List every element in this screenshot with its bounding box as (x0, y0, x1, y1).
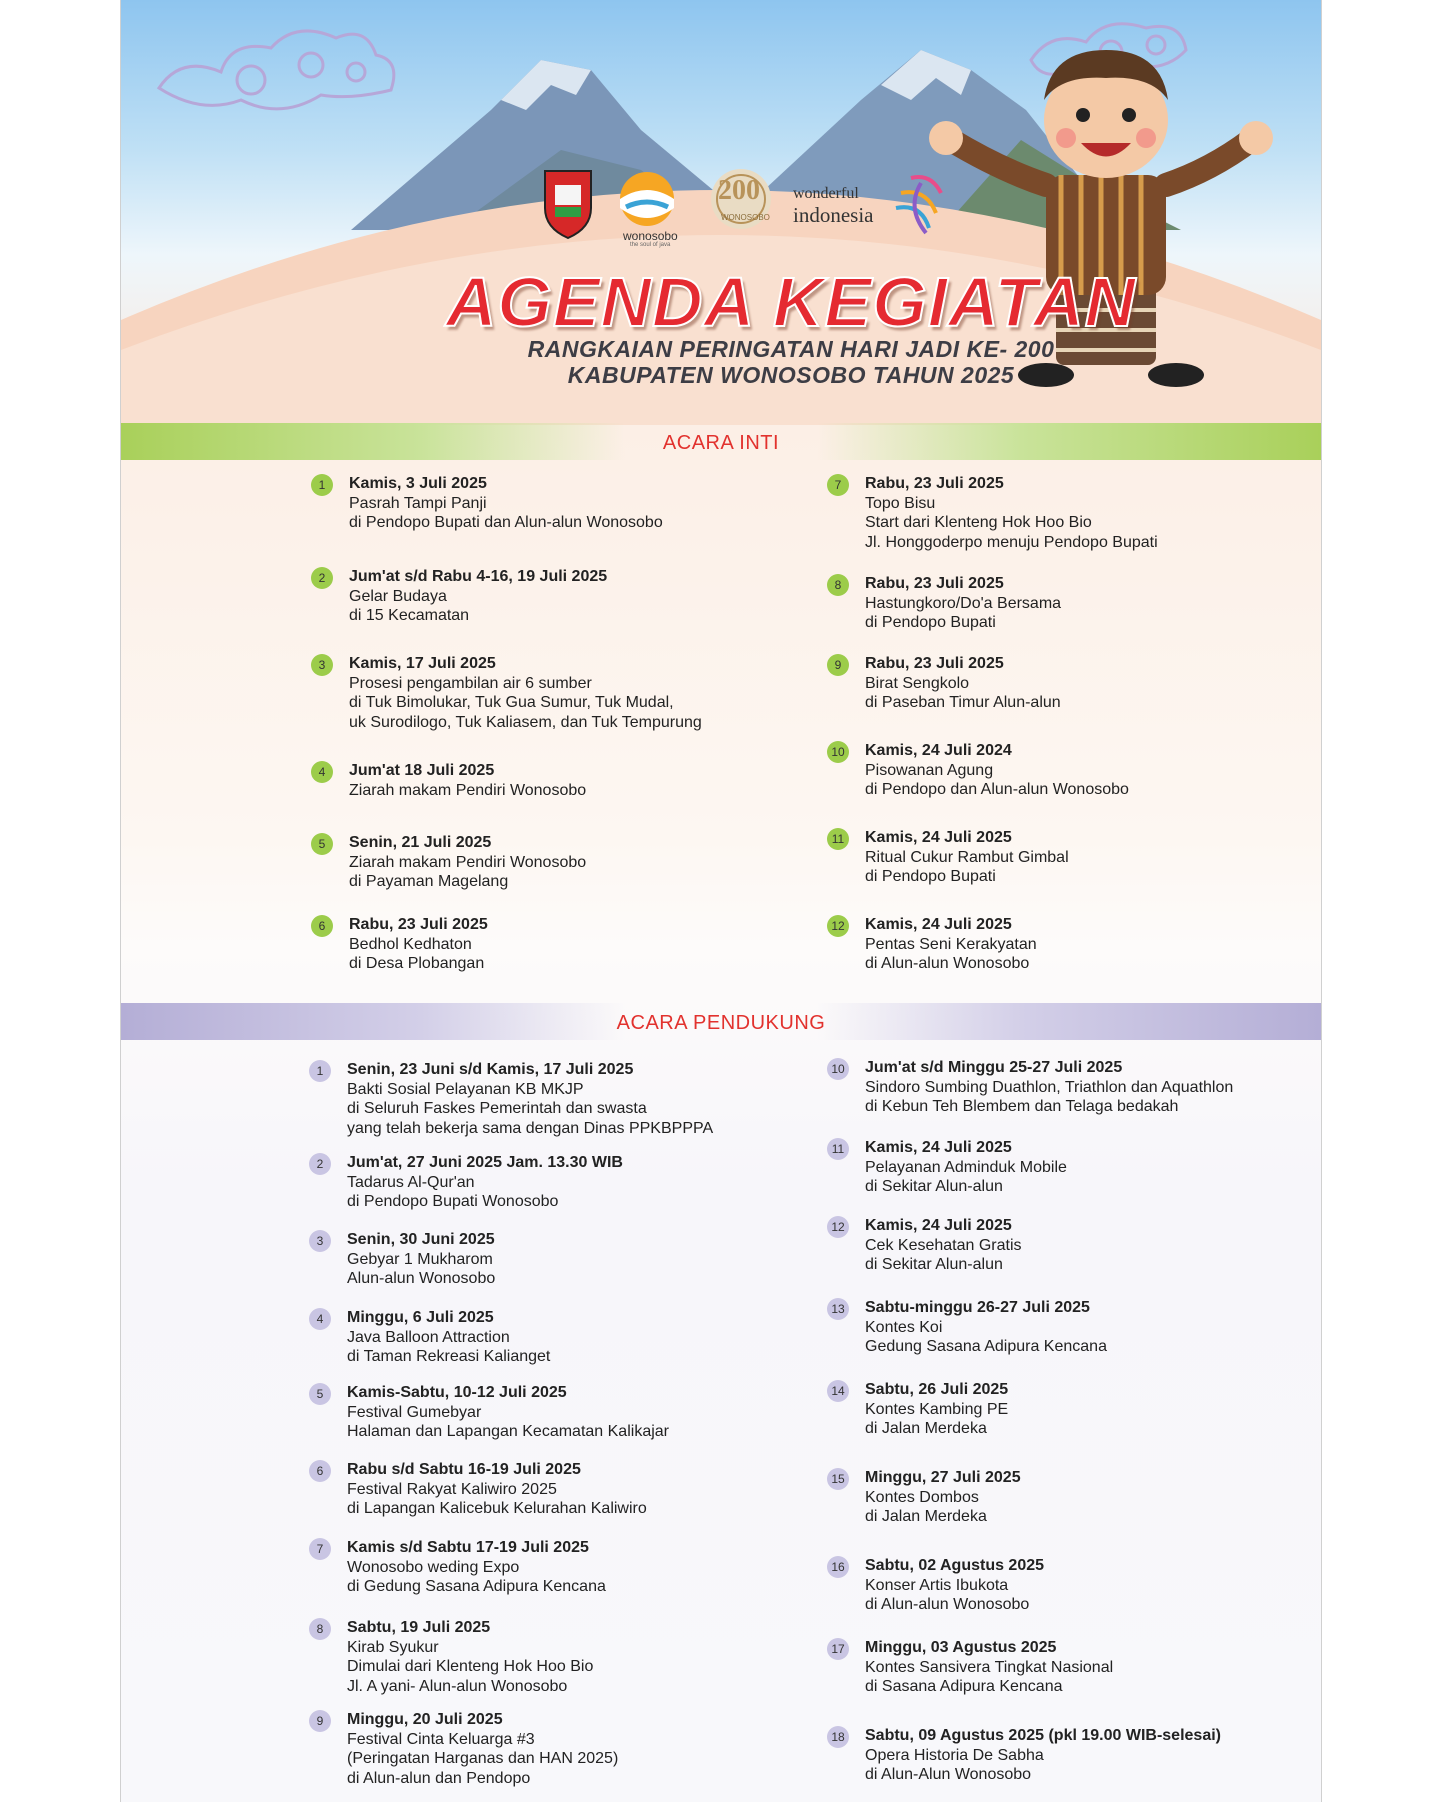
item-date: Sabtu, 19 Juli 2025 (347, 1619, 491, 1636)
item-description-line: Cek Kesehatan Gratis (865, 1236, 1022, 1254)
item-number-badge: 6 (311, 915, 333, 937)
item-description-line: Wonosobo weding Expo (347, 1558, 520, 1576)
item-description-line: di 15 Kecamatan (349, 607, 470, 624)
item-date: Jum'at, 27 Juni 2025 Jam. 13.30 WIB (347, 1154, 623, 1171)
item-date: Minggu, 6 Juli 2025 (347, 1309, 494, 1326)
wonderful-indonesia-swirl-icon (896, 177, 941, 233)
item-text (865, 1058, 1285, 1117)
item-description-line: di Tuk Bimolukar, Tuk Gua Sumur, Tuk Mudal, (349, 694, 674, 711)
item-date: Jum'at s/d Minggu 25-27 Juli 2025 (865, 1059, 1123, 1076)
kabupaten-shield-logo (545, 171, 591, 238)
item-date: Kamis, 17 Juli 2025 (349, 655, 496, 672)
item-description-line: di Gedung Sasana Adipura Kencana (347, 1578, 606, 1595)
item-text (865, 915, 1285, 974)
item-text (865, 1298, 1285, 1357)
item-description-line: di Seluruh Faskes Pemerintah dan swasta (347, 1100, 647, 1117)
item-number-badge: 12 (827, 915, 849, 937)
item-text (865, 1216, 1285, 1275)
item-number-badge: 9 (309, 1710, 331, 1732)
cloud-ornament-left (159, 31, 394, 109)
item-description-line: di Payaman Magelang (349, 873, 509, 890)
item-text (347, 1383, 767, 1442)
item-text (349, 915, 769, 974)
item-text (347, 1618, 767, 1696)
item-description-line: di Desa Plobangan (349, 955, 485, 972)
item-number-badge: 2 (309, 1153, 331, 1175)
agenda-poster (120, 0, 1322, 1802)
item-number-badge: 5 (311, 833, 333, 855)
wonosobo-logo-tagline: the soul of java (630, 242, 671, 248)
item-date: Senin, 21 Juli 2025 (349, 834, 492, 851)
item-date: Kamis, 3 Juli 2025 (349, 475, 487, 492)
item-description-line: Bakti Sosial Pelayanan KB MKJP (347, 1080, 584, 1098)
item-description-line: Java Balloon Attraction (347, 1328, 510, 1346)
item-date: Rabu, 23 Juli 2025 (865, 475, 1004, 492)
item-date: Minggu, 27 Juli 2025 (865, 1469, 1021, 1486)
item-description-line: Kontes Koi (865, 1318, 943, 1336)
item-text (347, 1460, 767, 1519)
item-text (347, 1538, 767, 1597)
item-description-line: Hastungkoro/Do'a Bersama (865, 594, 1062, 612)
item-description-line: di Pendopo Bupati dan Alun-alun Wonosobo (349, 514, 663, 531)
item-description-line: Kontes Dombos (865, 1488, 979, 1506)
subtitle-line-2: KABUPATEN WONOSOBO TAHUN 2025 (567, 362, 1015, 388)
item-number-badge: 5 (309, 1383, 331, 1405)
item-text (347, 1060, 767, 1138)
item-description-line: di Jalan Merdeka (865, 1420, 987, 1437)
page-title: AGENDA KEGIATAN (445, 263, 1137, 341)
item-description-line: Sindoro Sumbing Duathlon, Triathlon dan Aquathlon (865, 1078, 1234, 1096)
item-date: Sabtu, 02 Agustus 2025 (865, 1557, 1045, 1574)
item-description-line: Pentas Seni Kerakyatan (865, 935, 1037, 953)
item-number-badge: 13 (827, 1298, 849, 1320)
item-date: Kamis, 24 Juli 2025 (865, 916, 1012, 933)
item-description-line: Festival Cinta Keluarga #3 (347, 1730, 535, 1748)
item-text (865, 1638, 1285, 1697)
wonderful-text: wonderful (793, 185, 859, 202)
item-description-line: di Pendopo Bupati Wonosobo (347, 1193, 559, 1210)
item-description-line: Kirab Syukur (347, 1638, 439, 1656)
anniversary-number: 200 (718, 175, 760, 206)
subtitle-line-1: RANGKAIAN PERINGATAN HARI JADI KE- 200 (527, 336, 1055, 362)
acara-pendukung-title: ACARA PENDUKUNG (616, 1012, 826, 1034)
item-text (865, 474, 1285, 552)
item-number-badge: 1 (311, 474, 333, 496)
item-text (347, 1230, 767, 1289)
item-description-line: Opera Historia De Sabha (865, 1746, 1044, 1764)
item-description-line: Alun-alun Wonosobo (347, 1270, 496, 1287)
item-description-line: Bedhol Kedhaton (349, 935, 472, 953)
item-description-line: Jl. A yani- Alun-alun Wonosobo (347, 1677, 568, 1695)
item-description-line: di Pendopo dan Alun-alun Wonosobo (865, 781, 1129, 798)
item-description-line: Kontes Kambing PE (865, 1400, 1009, 1418)
item-text (865, 741, 1285, 800)
item-description-line: Prosesi pengambilan air 6 sumber (349, 674, 592, 692)
item-number-badge: 3 (309, 1230, 331, 1252)
item-text (347, 1308, 767, 1367)
item-description-line: Pisowanan Agung (865, 761, 994, 779)
item-description-line: di Alun-alun Wonosobo (865, 955, 1030, 972)
item-description-line: Festival Gumebyar (347, 1403, 482, 1421)
item-text (347, 1153, 767, 1212)
item-date: Jum'at 18 Juli 2025 (349, 762, 495, 779)
item-number-badge: 11 (827, 1138, 849, 1160)
item-date: Kamis, 24 Juli 2025 (865, 829, 1012, 846)
item-number-badge: 15 (827, 1468, 849, 1490)
item-description-line: di Pendopo Bupati (865, 614, 996, 631)
item-description-line: Gebyar 1 Mukharom (347, 1250, 493, 1268)
item-description-line: Ziarah makam Pendiri Wonosobo (349, 853, 587, 871)
item-description-line: Start dari Klenteng Hok Hoo Bio (865, 514, 1092, 531)
item-description-line: di Sekitar Alun-alun (865, 1178, 1003, 1195)
item-number-badge: 14 (827, 1380, 849, 1402)
item-number-badge: 2 (311, 567, 333, 589)
item-number-badge: 17 (827, 1638, 849, 1660)
item-text (349, 833, 769, 892)
item-text (865, 654, 1285, 713)
item-date: Rabu, 23 Juli 2025 (865, 655, 1004, 672)
item-number-badge: 7 (309, 1538, 331, 1560)
item-date: Kamis s/d Sabtu 17-19 Juli 2025 (347, 1539, 589, 1556)
item-text (865, 1556, 1285, 1615)
item-text (865, 828, 1285, 887)
item-date: Sabtu, 26 Juli 2025 (865, 1381, 1009, 1398)
item-description-line: di Taman Rekreasi Kalianget (347, 1348, 551, 1365)
item-date: Kamis, 24 Juli 2025 (865, 1217, 1012, 1234)
item-description-line: Birat Sengkolo (865, 674, 970, 692)
indonesia-text: indonesia (793, 203, 874, 227)
item-text (865, 1726, 1285, 1785)
item-number-badge: 10 (827, 741, 849, 763)
item-description-line: Konser Artis Ibukota (865, 1576, 1009, 1594)
item-description-line: di Jalan Merdeka (865, 1508, 987, 1525)
item-description-line: di Sekitar Alun-alun (865, 1256, 1003, 1273)
item-number-badge: 11 (827, 828, 849, 850)
item-description-line: (Peringatan Harganas dan HAN 2025) (347, 1750, 619, 1767)
item-description-line: Tadarus Al-Qur'an (347, 1173, 475, 1191)
item-number-badge: 8 (827, 574, 849, 596)
item-number-badge: 8 (309, 1618, 331, 1640)
item-description-line: di Alun-alun Wonosobo (865, 1596, 1030, 1613)
item-description-line: Topo Bisu (865, 494, 936, 512)
item-description-line: Gedung Sasana Adipura Kencana (865, 1338, 1107, 1355)
item-description-line: di Sasana Adipura Kencana (865, 1678, 1063, 1695)
item-description-line: Dimulai dari Klenteng Hok Hoo Bio (347, 1658, 594, 1675)
wonosobo-logo-icon (620, 172, 674, 226)
item-date: Sabtu-minggu 26-27 Juli 2025 (865, 1299, 1090, 1316)
acara-inti-title: ACARA INTI (662, 432, 780, 454)
item-text (349, 761, 769, 800)
item-number-badge: 4 (309, 1308, 331, 1330)
item-description-line: Gelar Budaya (349, 587, 447, 605)
item-number-badge: 10 (827, 1058, 849, 1080)
item-number-badge: 6 (309, 1460, 331, 1482)
item-number-badge: 18 (827, 1726, 849, 1748)
item-description-line: di Pendopo Bupati (865, 868, 996, 885)
item-date: Kamis, 24 Juli 2024 (865, 742, 1012, 759)
item-text (865, 1468, 1285, 1527)
item-description-line: di Lapangan Kalicebuk Kelurahan Kaliwiro (347, 1500, 647, 1517)
item-text (865, 1380, 1285, 1439)
item-description-line: Pelayanan Adminduk Mobile (865, 1158, 1067, 1176)
item-description-line: di Alun-Alun Wonosobo (865, 1766, 1032, 1783)
item-number-badge: 16 (827, 1556, 849, 1578)
item-date: Rabu, 23 Juli 2025 (865, 575, 1004, 592)
item-text (349, 474, 769, 533)
item-description-line: Pasrah Tampi Panji (349, 494, 487, 512)
item-date: Minggu, 20 Juli 2025 (347, 1711, 503, 1728)
item-date: Senin, 23 Juni s/d Kamis, 17 Juli 2025 (347, 1061, 634, 1078)
item-date: Rabu s/d Sabtu 16-19 Juli 2025 (347, 1461, 581, 1478)
item-description-line: Ziarah makam Pendiri Wonosobo (349, 781, 587, 799)
item-number-badge: 3 (311, 654, 333, 676)
item-text (865, 574, 1285, 633)
item-description-line: di Alun-alun dan Pendopo (347, 1769, 531, 1787)
item-description-line: di Kebun Teh Blembem dan Telaga bedakah (865, 1098, 1179, 1115)
item-description-line: Ritual Cukur Rambut Gimbal (865, 848, 1069, 866)
item-number-badge: 9 (827, 654, 849, 676)
anniversary-text: WONOSOBO (721, 213, 770, 222)
item-date: Rabu, 23 Juli 2025 (349, 916, 488, 933)
item-description-line: di Paseban Timur Alun-alun (865, 694, 1061, 711)
item-text (349, 567, 769, 626)
item-date: Minggu, 03 Agustus 2025 (865, 1639, 1057, 1656)
item-description-line: Kontes Sansivera Tingkat Nasional (865, 1658, 1114, 1676)
item-description-line: Jl. Honggoderpo menuju Pendopo Bupati (865, 533, 1158, 551)
item-date: Sabtu, 09 Agustus 2025 (pkl 19.00 WIB-selesai) (865, 1727, 1221, 1744)
item-number-badge: 1 (309, 1060, 331, 1082)
wonosobo-logo-text: wonosobo (623, 229, 678, 243)
item-description-line: Festival Rakyat Kaliwiro 2025 (347, 1480, 557, 1498)
acara-pendukung-header (121, 1003, 1321, 1040)
item-description-line: uk Surodilogo, Tuk Kaliasem, dan Tuk Tempurung (349, 713, 702, 731)
item-number-badge: 7 (827, 474, 849, 496)
item-description-line: yang telah bekerja sama dengan Dinas PPKBPPPA (347, 1119, 714, 1137)
acara-inti-header (121, 423, 1321, 460)
item-number-badge: 12 (827, 1216, 849, 1238)
item-text (347, 1710, 767, 1788)
item-text (349, 654, 769, 732)
item-date: Kamis-Sabtu, 10-12 Juli 2025 (347, 1384, 567, 1401)
item-date: Senin, 30 Juni 2025 (347, 1231, 495, 1248)
item-description-line: Halaman dan Lapangan Kecamatan Kalikajar (347, 1423, 669, 1440)
item-date: Kamis, 24 Juli 2025 (865, 1139, 1012, 1156)
item-number-badge: 4 (311, 761, 333, 783)
logo-row (121, 163, 1321, 253)
item-date: Jum'at s/d Rabu 4-16, 19 Juli 2025 (349, 568, 608, 585)
item-text (865, 1138, 1285, 1197)
